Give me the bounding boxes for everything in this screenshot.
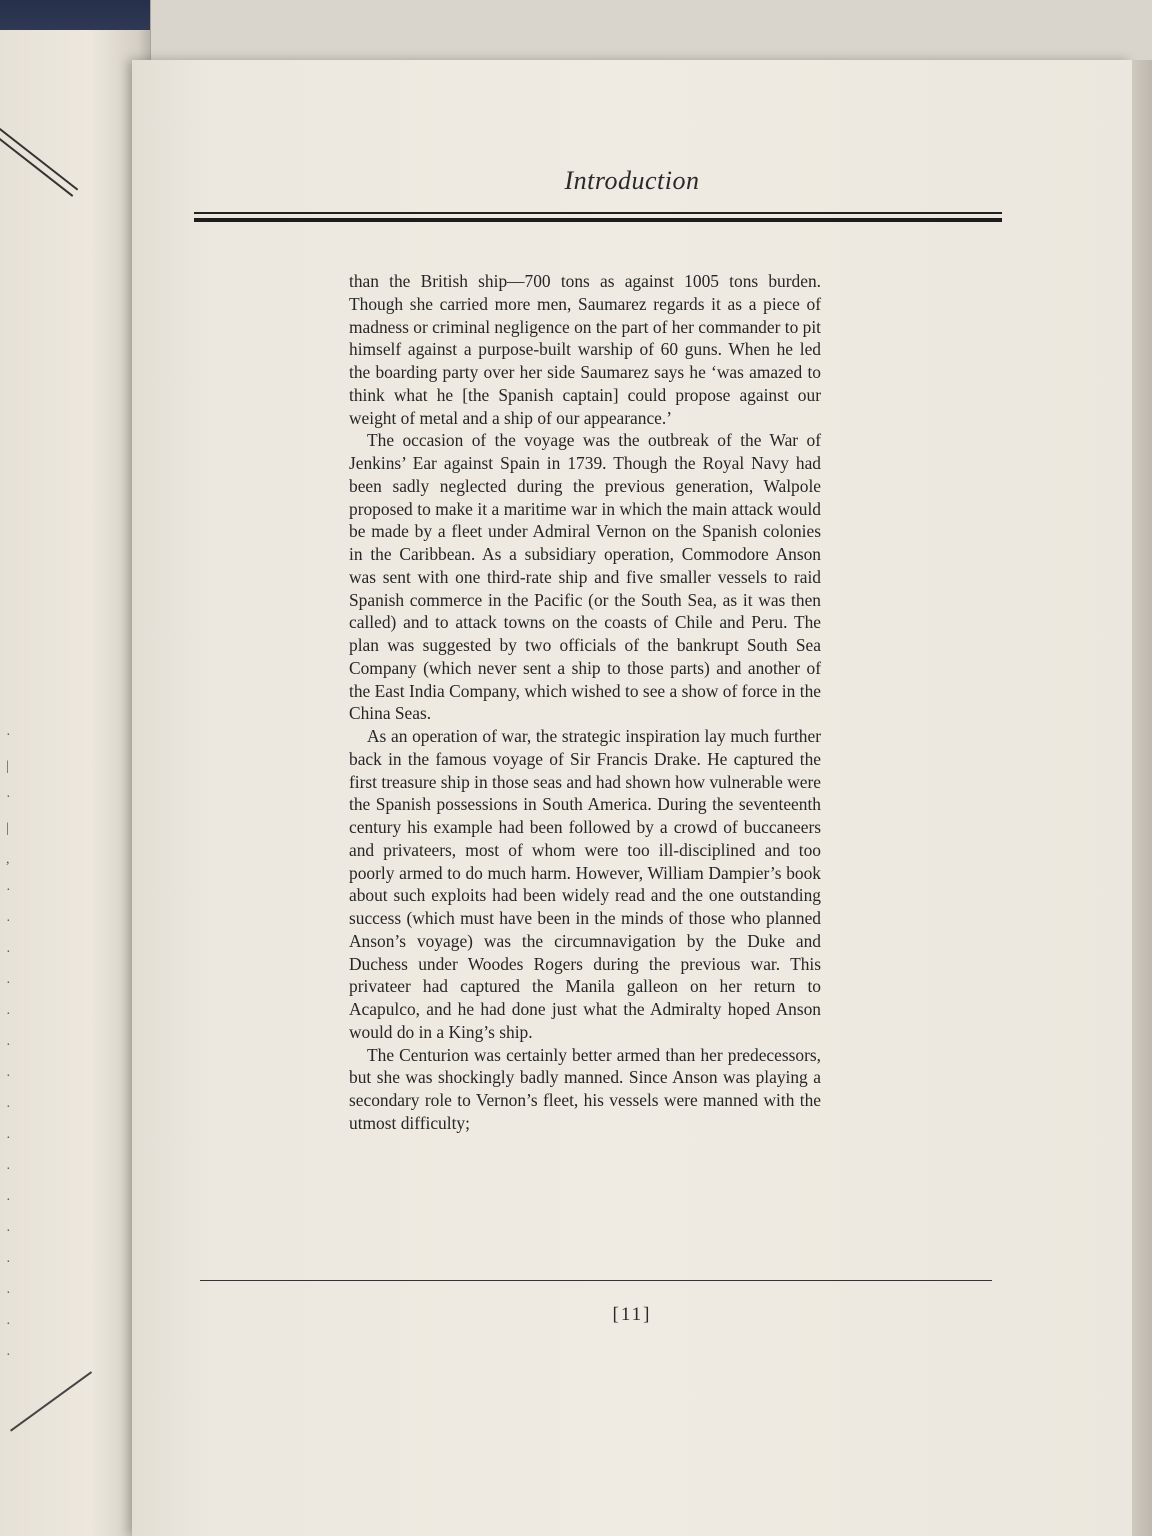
facing-page [0,0,151,1536]
facing-page-ornament-rule [0,120,78,197]
facing-page-bottom-rule [10,1371,92,1431]
paragraph-4: The Centurion was certainly better armed than her predecessors, but she was shockingly badly manned. Since Anson was playing a secondary role to Vernon’s fleet, his vessels were manned with the utmost difficulty; [349,1044,821,1133]
running-head: Introduction [564,166,700,195]
cover-edge [0,0,150,30]
body-text [349,270,821,1135]
header-thick-rule [194,218,1002,222]
book-page [132,60,1132,1536]
paragraph-3: As an operation of war, the strategic inspiration lay much further back in the famous voyage of Sir Francis Drake. He captured the first treasure ship in those seas and had shown how vulnerable were the Spanish possessions in South America. During the seventeenth century his example had been followed by a crowd of buccaneers and privateers, most of whom were too ill-disciplined and too poorly armed to do much harm. However, William Dampier’s book about such exploits had been widely read and the one outstanding success (which must have been in the minds of those who planned Anson’s voyage) was the circumnavigation by the Duke and Duchess under Woodes Rogers during the previous war. This privateer had captured the Manila galleon on her return to Acapulco, and he had done just what the Admiralty hoped Anson would do in a King’s ship. [349,726,821,1042]
page-number: [11] [612,1304,652,1325]
header-thin-rule [194,212,1002,214]
footer-rule [200,1280,992,1281]
facing-page-text-edge: · | · | , · · · · · · · · · · · · · · · · [6,728,11,1363]
page-edge [1132,60,1152,1536]
paragraph-2: The occasion of the voyage was the outbreak of the War of Jenkins’ Ear against Spain in 1739. Though the Royal Navy had been sadly neglected during the previous generation, Walpole proposed to make it a maritime war in which the main attack would be made by a fleet under Admiral Vernon on the Spanish colonies in the Caribbean. As a subsidiary operation, Commodore Anson was sent with one third-rate ship and five smaller vessels to raid Spanish commerce in the Pacific (or the South Sea, as it was then called) and to attack towns on the coasts of Chile and Peru. The plan was suggested by two officials of the bankrupt South Sea Company (which never sent a ship to those parts) and another of the East India Company, which wished to see a show of force in the China Seas. [349,430,821,724]
paragraph-1: than the British ship—700 tons as against 1005 tons burden. Though she carried more men, Saumarez regards it as a piece of madness or criminal negligence on the part of her commander to pit himself against a purpose-built warship of 60 guns. When he led the boarding party over her side Saumarez says he ‘was amazed to think what he [the Spanish captain] could propose against our weight of metal and a ship of our appearance.’ [349,271,821,428]
